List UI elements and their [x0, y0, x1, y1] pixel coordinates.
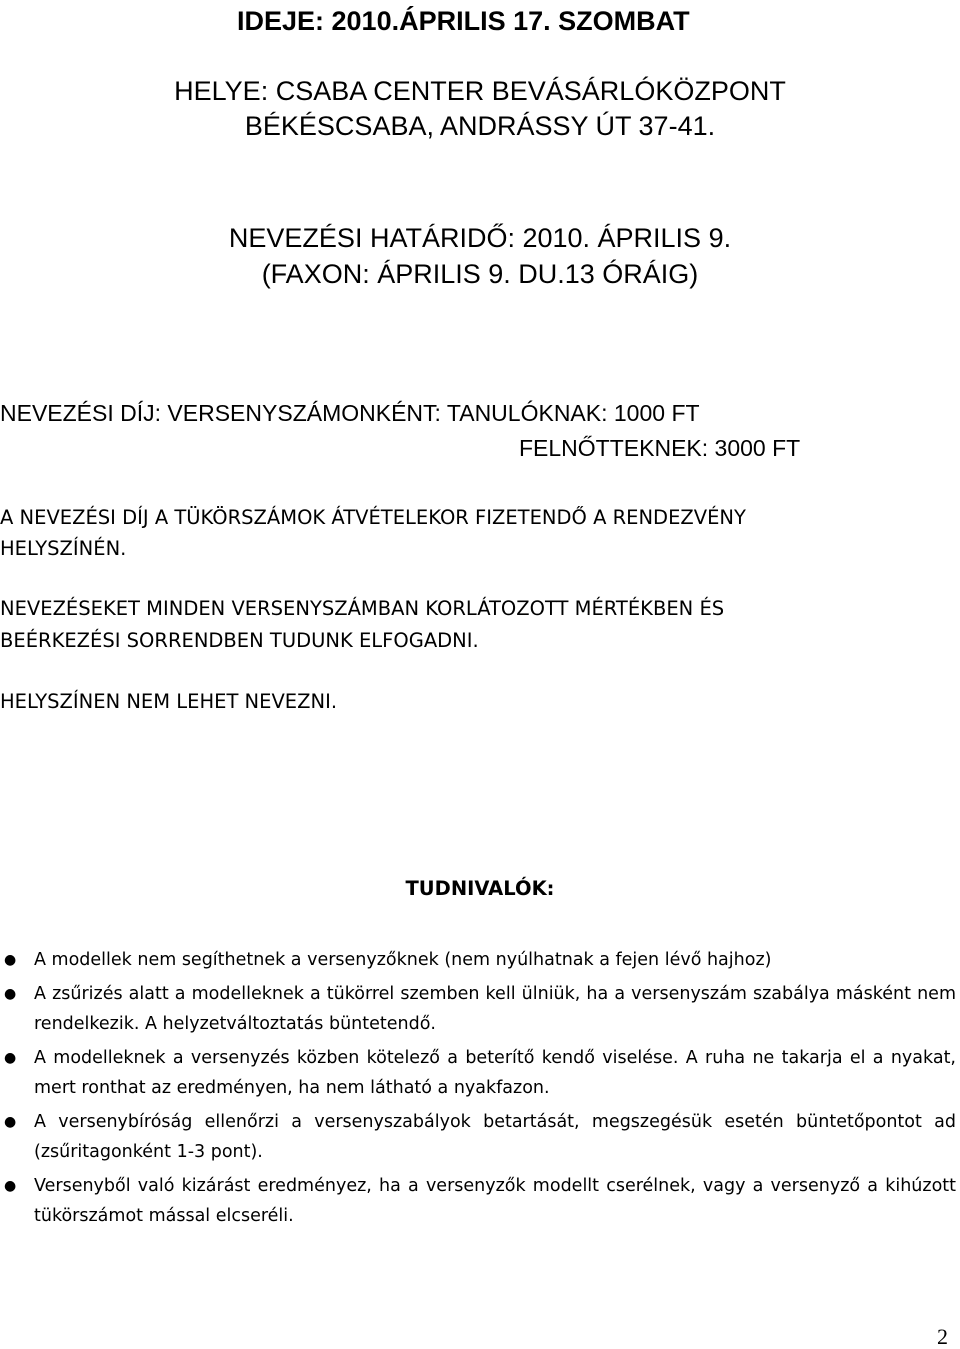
bullet-icon: ●	[4, 1178, 17, 1194]
bullet-icon: ●	[4, 986, 17, 1002]
rule-text: A modelleknek a versenyzés közben kötelező a beterítő kendő viselése. A ruha ne takarja el a nyakat, mert ronthat az eredményen, ha nem látható a nyakfazon.	[34, 1048, 956, 1098]
rule-item-3	[0, 1043, 960, 1103]
rule-text: Versenyből való kizárást eredményez, ha a versenyzők modellt cserélnek, vagy a versenyző a kihúzott tükörszámot mással elcseréli.	[34, 1176, 956, 1226]
limited-entries-line-1: NEVEZÉSEKET MINDEN VERSENYSZÁMBAN KORLÁTOZOTT MÉRTÉKBEN ÉS	[0, 597, 725, 620]
rule-item-2	[0, 979, 960, 1039]
event-date: IDEJE: 2010.ÁPRILIS 17. SZOMBAT	[237, 6, 690, 36]
rule-item-5	[0, 1171, 960, 1231]
limited-entries-line-2: BEÉRKEZÉSI SORRENDBEN TUDUNK ELFOGADNI.	[0, 629, 479, 652]
event-place-line-2: BÉKÉSCSABA, ANDRÁSSY ÚT 37-41.	[244, 111, 716, 141]
entry-fee-line-2: FELNŐTTEKNEK: 3000 FT	[519, 435, 801, 461]
entry-deadline-line-2: (FAXON: ÁPRILIS 9. DU.13 ÓRÁIG)	[261, 259, 699, 289]
bullet-icon: ●	[4, 952, 17, 968]
no-onsite-entry-notice: HELYSZÍNEN NEM LEHET NEVEZNI.	[0, 690, 338, 713]
page-number: 2	[937, 1324, 948, 1349]
bullet-icon: ●	[4, 1114, 17, 1130]
entry-fee-line-1: NEVEZÉSI DÍJ: VERSENYSZÁMONKÉNT: TANULÓKNAK: 1000 FT	[0, 400, 700, 426]
bullet-icon: ●	[4, 1050, 17, 1066]
event-place-line-1: HELYE: CSABA CENTER BEVÁSÁRLÓKÖZPONT	[174, 76, 786, 106]
rules-heading: TUDNIVALÓK:	[405, 877, 555, 900]
rules-list	[0, 945, 960, 1235]
rule-item-1	[0, 945, 960, 975]
rule-text: A versenybíróság ellenőrzi a versenyszabályok betartását, megszegésük esetén büntetőpontot ad (zsűritagonként 1-3 pont).	[34, 1112, 956, 1162]
entry-deadline-line-1: NEVEZÉSI HATÁRIDŐ: 2010. ÁPRILIS 9.	[228, 223, 732, 253]
rule-item-4	[0, 1107, 960, 1167]
payment-notice-line-2: HELYSZÍNÉN.	[0, 537, 127, 560]
rule-text: A modellek nem segíthetnek a versenyzőknek (nem nyúlhatnak a fejen lévő hajhoz)	[34, 950, 772, 970]
payment-notice-line-1: A NEVEZÉSI DÍJ A TÜKÖRSZÁMOK ÁTVÉTELEKOR FIZETENDŐ A RENDEZVÉNY	[0, 506, 746, 529]
rule-text: A zsűrizés alatt a modelleknek a tükörrel szemben kell ülniük, ha a versenyszám szabálya másként nem rendelkezik. A helyzetváltoztatás büntetendő.	[34, 984, 956, 1034]
